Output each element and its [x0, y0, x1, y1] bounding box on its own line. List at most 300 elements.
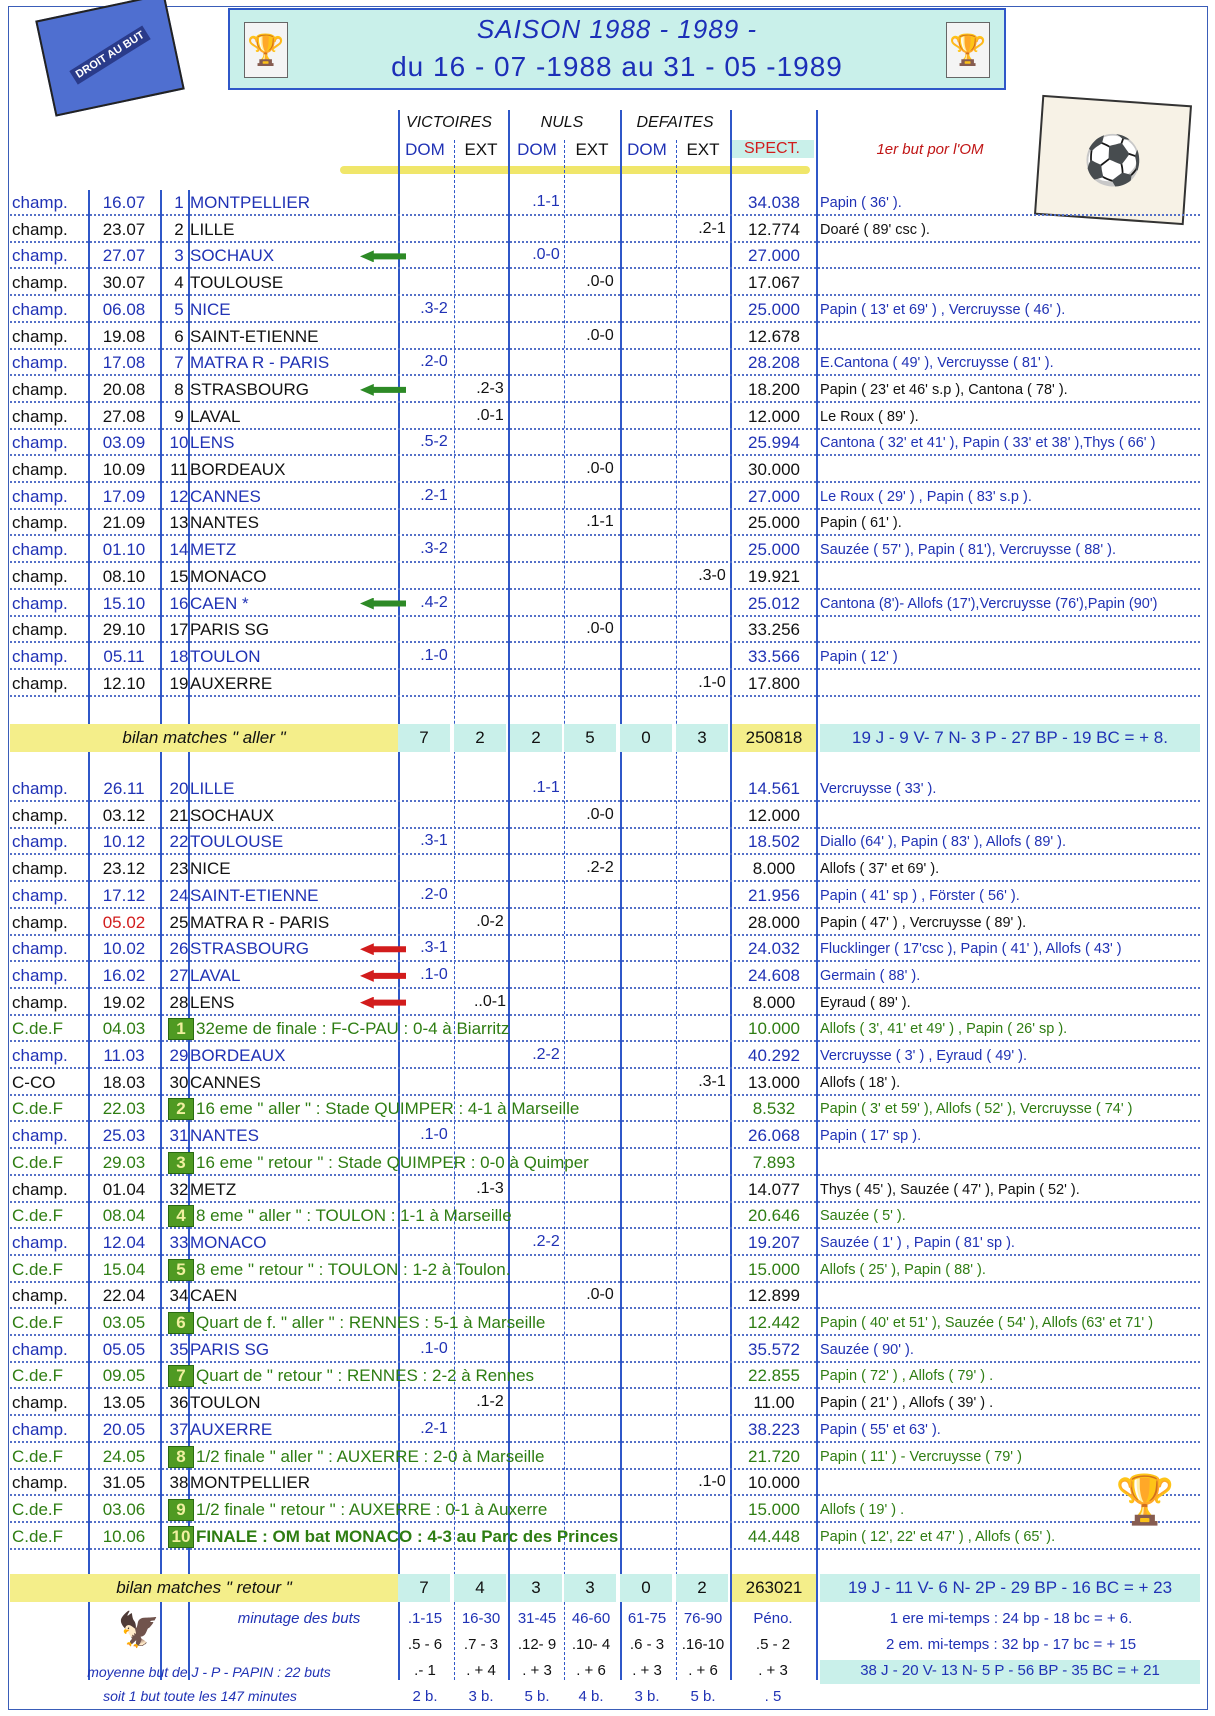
first-goal-scorer: Papin ( 11' ) - Vercruysse ( 79' ) [820, 1448, 1022, 1465]
match-score: .0-0 [532, 246, 560, 264]
match-type: champ. [12, 326, 68, 346]
match-type: champ. [12, 859, 68, 879]
opponent-name: NICE [190, 299, 231, 319]
opponent-name: MATRA R - PARIS [190, 353, 330, 373]
spectators: 17.800 [748, 673, 800, 693]
first-goal-scorer: Flucklinger ( 17'csc ), Papin ( 41' ), Allofs ( 43' ) [820, 941, 1122, 958]
left-arrow-icon [360, 250, 406, 262]
match-date: 10.06 [102, 1526, 146, 1546]
spectators: 20.646 [748, 1206, 800, 1226]
match-type: champ. [12, 1473, 68, 1493]
match-row [10, 217, 1200, 243]
second-half-stats: 2 em. mi-temps : 32 bp - 17 bc = + 15 [885, 1636, 1137, 1653]
match-row [10, 324, 1200, 350]
goal-difference: . + 4 [466, 1662, 496, 1679]
match-number: 35 [169, 1339, 189, 1359]
first-goal-scorer: Allofs ( 3', 41' et 49' ) , Papin ( 26' sp ). [820, 1021, 1068, 1038]
match-row [10, 1043, 1200, 1069]
first-goal-scorer: Papin ( 3' et 59' ), Allofs ( 52' ), Vercruysse ( 74' ) [820, 1101, 1133, 1118]
opponent-name: NICE [190, 859, 231, 879]
match-date: 17.08 [102, 353, 146, 373]
match-date: 03.09 [102, 433, 146, 453]
spectators: 13.000 [748, 1072, 800, 1092]
fans-celebration-illustration: 🏆 [1115, 1473, 1175, 1527]
trophy-icon: 🏆 [244, 22, 288, 78]
first-goal-scorer: Sauzée ( 90' ). [820, 1341, 914, 1358]
match-row [10, 1283, 1200, 1309]
period-label: 46-60 [571, 1610, 611, 1627]
match-row [10, 990, 1200, 1016]
first-goal-scorer: Allofs ( 18' ). [820, 1074, 901, 1091]
match-score: .2-0 [420, 353, 448, 371]
opponent-name: TOULOUSE [190, 273, 284, 293]
match-type: champ. [12, 433, 68, 453]
opponent-name: SAINT-ETIENNE [190, 326, 319, 346]
opponent-name: LENS [190, 433, 235, 453]
match-number: 30 [169, 1072, 189, 1092]
match-number: 26 [169, 939, 189, 959]
match-score: .2-1 [420, 1419, 448, 1437]
period-label: 76-90 [683, 1610, 723, 1627]
spectators: 28.208 [748, 353, 800, 373]
match-date: 08.04 [102, 1206, 146, 1226]
opponent-name: TOULON [190, 646, 261, 666]
match-score: .0-2 [476, 912, 504, 930]
match-date: 10.12 [102, 832, 146, 852]
dom-header: DOM [627, 140, 667, 159]
match-type: champ. [12, 1179, 68, 1199]
match-score: .2-1 [420, 486, 448, 504]
spectators: 14.561 [748, 779, 800, 798]
spectators: 21.720 [748, 1446, 800, 1466]
defaites-header: DEFAITES [636, 114, 714, 131]
match-score: .0-0 [586, 805, 614, 823]
match-score: .0-0 [586, 326, 614, 344]
match-number: 6 [168, 1312, 194, 1334]
bilan-value: 0 [620, 724, 672, 752]
opponent-name: Quart de " retour " : RENNES : 2-2 à Rennes [196, 1366, 535, 1386]
match-date: 23.07 [102, 219, 146, 239]
match-score: .1-0 [420, 965, 448, 983]
first-goal-scorer: Papin ( 36' ). [820, 195, 902, 211]
match-score: .3-1 [420, 832, 448, 850]
match-row [10, 910, 1200, 936]
minutage-label: minutage des buts [237, 1610, 361, 1627]
ext-header: EXT [575, 140, 609, 159]
spectators: 17.067 [748, 273, 800, 293]
match-score: .1-1 [586, 513, 614, 531]
first-goal-scorer: Papin ( 72' ) , Allofs ( 79' ) . [820, 1368, 994, 1385]
spectators: 8.532 [752, 1099, 796, 1119]
match-score: .1-0 [698, 1473, 726, 1491]
spectators: 10.000 [748, 1019, 800, 1039]
opponent-name: LILLE [190, 779, 235, 798]
spectators: 7.893 [752, 1152, 796, 1172]
match-number: 29 [169, 1046, 189, 1065]
match-type: champ. [12, 939, 68, 959]
first-goal-scorer: Vercruysse ( 33' ). [820, 781, 937, 797]
first-goal-scorer: Thys ( 45' ), Sauzée ( 47' ), Papin ( 52' ). [820, 1181, 1080, 1198]
match-row [10, 883, 1200, 909]
match-row [10, 1310, 1200, 1336]
match-type: champ. [12, 273, 68, 293]
opponent-name: 8 eme " retour " : TOULON : 1-2 à Toulon. [196, 1259, 511, 1279]
spectators: 33.566 [748, 646, 800, 666]
goal-difference: . + 6 [688, 1662, 718, 1679]
match-number: 31 [169, 1126, 189, 1146]
opponent-name: LILLE [190, 219, 235, 239]
highlight-bar [340, 166, 810, 174]
period-label: 31-45 [517, 1610, 557, 1627]
bilan-value: 2 [510, 724, 562, 752]
match-number: 4 [174, 273, 184, 293]
match-date: 19.08 [102, 326, 146, 346]
match-type: champ. [12, 965, 68, 985]
opponent-name: SOCHAUX [190, 246, 275, 266]
spectators: 12.774 [748, 219, 800, 239]
opponent-name: TOULOUSE [190, 832, 284, 852]
match-number: 16 [169, 593, 189, 613]
match-date: 20.08 [102, 379, 146, 399]
match-number: 38 [169, 1473, 189, 1493]
match-number: 19 [169, 673, 189, 693]
ext-header: EXT [686, 140, 720, 159]
match-type: champ. [12, 832, 68, 852]
match-date: 03.05 [102, 1313, 146, 1332]
match-row [10, 297, 1200, 323]
first-goal-scorer: Vercruysse ( 3' ) , Eyraud ( 49' ). [820, 1048, 1027, 1064]
first-goal-scorer: Le Roux ( 29' ) , Papin ( 83' s.p ). [820, 488, 1032, 505]
match-row [10, 190, 1200, 216]
match-type: C.de.F [12, 1152, 64, 1172]
match-row [10, 270, 1200, 296]
match-row [10, 856, 1200, 882]
match-date: 05.02 [102, 912, 146, 932]
bilan-summary: 19 J - 9 V- 7 N- 3 P - 27 BP - 19 BC = + 8. [820, 724, 1200, 752]
match-type: champ. [12, 1286, 68, 1306]
ext-header: EXT [464, 140, 498, 159]
match-date: 17.09 [102, 486, 146, 506]
match-score: .5-2 [420, 433, 448, 451]
first-goal-scorer: Cantona ( 32' et 41' ), Papin ( 33' et 38' ),Thys ( 66' ) [820, 435, 1156, 452]
match-row [10, 484, 1200, 510]
match-row [10, 1016, 1200, 1042]
logo-text: DROIT AU BUT [69, 25, 151, 84]
left-arrow-icon [360, 598, 406, 610]
match-number: 3 [174, 246, 184, 266]
goals-for-against: .16-10 [681, 1636, 725, 1653]
papin-average: moyenne but de J - P - PAPIN : 22 buts [87, 1664, 331, 1680]
match-type: champ. [12, 912, 68, 932]
match-type: C.de.F [12, 1526, 64, 1546]
opponent-name: 1/2 finale " aller " : AUXERRE : 2-0 à Marseille [196, 1446, 545, 1466]
opponent-name: STRASBOURG [190, 379, 310, 399]
match-row [10, 1417, 1200, 1443]
opponent-name: 8 eme " aller " : TOULON : 1-1 à Marseille [196, 1206, 512, 1226]
opponent-name: SOCHAUX [190, 805, 275, 825]
match-type: champ. [12, 1339, 68, 1359]
match-row [10, 1470, 1200, 1496]
bilan-value: 3 [676, 724, 728, 752]
match-score: ..0-1 [473, 992, 506, 1010]
match-row [10, 803, 1200, 829]
match-date: 12.04 [102, 1232, 146, 1252]
match-number: 7 [168, 1365, 194, 1387]
season-header [228, 8, 1006, 90]
match-date: 29.10 [102, 620, 146, 640]
match-row [10, 617, 1200, 643]
match-date: 24.05 [102, 1446, 146, 1466]
opponent-name: NANTES [190, 513, 259, 533]
match-row [10, 1524, 1200, 1550]
match-type: champ. [12, 1126, 68, 1146]
bilan-value: 5 [564, 724, 616, 752]
match-type: champ. [12, 219, 68, 239]
opponent-name: MONTPELLIER [190, 193, 310, 212]
match-row [10, 1177, 1200, 1203]
match-date: 29.03 [102, 1152, 146, 1172]
spectators: 11.00 [753, 1393, 795, 1413]
spectators: 34.038 [748, 193, 800, 212]
match-score: .1-0 [420, 646, 448, 664]
match-date: 17.12 [102, 885, 146, 905]
match-score: .3-0 [698, 566, 726, 584]
first-goal-header: 1er but por l'OM [876, 141, 984, 158]
opponent-name: 16 eme " retour " : Stade QUIMPER : 0-0 à Quimper [196, 1152, 589, 1172]
spectators: 24.032 [748, 939, 800, 959]
match-number: 25 [169, 912, 189, 932]
match-row [10, 564, 1200, 590]
match-row [10, 1123, 1200, 1149]
opponent-name: CANNES [190, 1072, 261, 1092]
match-score: .3-2 [420, 540, 448, 558]
first-goal-scorer: Papin ( 23' et 46' s.p ), Cantona ( 78' ). [820, 381, 1068, 398]
opponent-name: TOULON [190, 1393, 261, 1413]
match-number: 24 [169, 885, 189, 905]
match-type: C.de.F [12, 1099, 64, 1119]
bilan-spectators: 263021 [732, 1574, 816, 1602]
dom-header: DOM [517, 140, 557, 159]
first-goal-scorer: Sauzée ( 5' ). [820, 1208, 906, 1225]
first-goal-scorer: Papin ( 17' sp ). [820, 1128, 922, 1145]
match-row [10, 936, 1200, 962]
first-goal-scorer: Papin ( 41' sp ) , Förster ( 56' ). [820, 887, 1020, 904]
match-row [10, 404, 1200, 430]
match-row [10, 243, 1200, 269]
spectators: 12.442 [748, 1313, 800, 1332]
opponent-name: BORDEAUX [190, 1046, 286, 1065]
nuls-header: NULS [540, 114, 584, 131]
match-date: 06.08 [102, 299, 146, 319]
match-type: champ. [12, 379, 68, 399]
opponent-name: LAVAL [190, 965, 241, 985]
match-type: champ. [12, 620, 68, 640]
match-number: 23 [169, 859, 189, 879]
bilan-aller [10, 724, 1200, 752]
match-row [10, 1390, 1200, 1416]
bilan-value: 2 [454, 724, 506, 752]
match-score: .2-3 [476, 379, 504, 397]
goalkeeper-illustration: ⚽ [1034, 95, 1192, 225]
match-number: 34 [169, 1286, 189, 1306]
spectators: 12.678 [748, 326, 800, 346]
goals-for-against: .7 - 3 [463, 1636, 499, 1653]
match-date: 15.04 [102, 1259, 146, 1279]
opponent-name: 1/2 finale " retour " : AUXERRE : 0-1 à Auxerre [196, 1499, 548, 1519]
opponent-name: Quart de f. " aller " : RENNES : 5-1 à Marseille [196, 1313, 546, 1332]
bilan-spectators: 250818 [732, 724, 816, 752]
match-row [10, 644, 1200, 670]
match-number: 11 [170, 460, 188, 479]
first-goal-scorer: Sauzée ( 1' ) , Papin ( 81' sp ). [820, 1234, 1015, 1251]
match-score: .1-1 [532, 193, 560, 210]
first-goal-scorer: Papin ( 12' ) [820, 648, 898, 665]
match-row [10, 829, 1200, 855]
match-type: C.de.F [12, 1259, 64, 1279]
spectators: 18.502 [748, 832, 800, 852]
spectators: 19.207 [748, 1232, 800, 1252]
match-number: 14 [169, 540, 189, 560]
dom-header: DOM [405, 140, 445, 159]
opponent-name: AUXERRE [190, 673, 273, 693]
opponent-name: METZ [190, 540, 237, 560]
first-goal-scorer: Papin ( 47' ) , Vercruysse ( 89' ). [820, 914, 1027, 931]
opponent-name: CAEN [190, 1286, 238, 1306]
spectators: 44.448 [748, 1526, 800, 1546]
match-number: 20 [169, 779, 189, 798]
match-number: 10 [168, 1526, 194, 1548]
opponent-name: MONTPELLIER [190, 1473, 310, 1493]
match-type: champ. [12, 246, 68, 266]
match-row [10, 776, 1200, 802]
spectators: 8.000 [752, 859, 796, 879]
match-date: 23.12 [102, 859, 146, 879]
spectators: 26.068 [748, 1126, 800, 1146]
match-date: 15.10 [102, 593, 146, 613]
opponent-name: FINALE : OM bat MONACO : 4-3 au Parc des Princes [196, 1526, 619, 1546]
match-score: .1-0 [698, 673, 726, 691]
match-number: 22 [169, 832, 189, 852]
match-date: 04.03 [102, 1019, 146, 1039]
goals-for-against: .12- 9 [517, 1636, 557, 1653]
match-type: champ. [12, 805, 68, 825]
match-score: .1-3 [476, 1179, 504, 1197]
season-summary: 38 J - 20 V- 13 N- 5 P - 56 BP - 35 BC = + 21 [820, 1660, 1200, 1684]
match-number: 1 [168, 1018, 194, 1040]
first-goal-scorer: Allofs ( 37' et 69' ). [820, 861, 940, 878]
match-type: champ. [12, 566, 68, 586]
spectators: 19.921 [748, 566, 800, 586]
spectators: 38.223 [748, 1419, 800, 1439]
match-date: 21.09 [102, 513, 146, 533]
match-type: champ. [12, 486, 68, 506]
bilan-value: 3 [564, 1574, 616, 1602]
match-row [10, 1070, 1200, 1096]
first-goal-scorer: Sauzée ( 57' ), Papin ( 81'), Vercruysse ( 88' ). [820, 542, 1117, 559]
spectators: 25.000 [748, 540, 800, 560]
papin-goals: 4 b. [578, 1688, 604, 1705]
match-number: 15 [169, 566, 189, 586]
match-score: .3-1 [420, 939, 448, 957]
victoires-header: VICTOIRES [406, 114, 492, 131]
spectators: 25.000 [748, 299, 800, 319]
match-date: 27.08 [102, 406, 146, 426]
match-number: 27 [169, 965, 189, 985]
first-half-stats: 1 ere mi-temps : 24 bp - 18 bc = + 6. [889, 1610, 1133, 1627]
spectators-header: SPECT. [730, 140, 814, 158]
bilan-value: 7 [398, 1574, 450, 1602]
match-type: champ. [12, 460, 68, 479]
spectators: 40.292 [748, 1046, 800, 1065]
match-number: 21 [169, 805, 189, 825]
match-date: 01.04 [102, 1179, 146, 1199]
match-date: 03.12 [102, 805, 146, 825]
match-score: .3-1 [698, 1072, 726, 1090]
match-number: 9 [168, 1499, 194, 1521]
spectators: 28.000 [748, 912, 800, 932]
match-number: 33 [169, 1232, 189, 1252]
match-row [10, 591, 1200, 617]
spectators: 18.200 [748, 379, 800, 399]
match-row [10, 671, 1200, 697]
match-number: 32 [169, 1179, 189, 1199]
left-arrow-icon [360, 997, 406, 1009]
match-type: champ. [12, 992, 68, 1012]
match-date: 19.02 [102, 992, 146, 1012]
match-score: .1-0 [420, 1339, 448, 1357]
spectators: 14.077 [748, 1179, 800, 1199]
opponent-name: 32eme de finale : F-C-PAU : 0-4 à Biarritz [196, 1019, 510, 1039]
match-row [10, 1444, 1200, 1470]
spectators: 30.000 [748, 460, 800, 479]
match-row [10, 1230, 1200, 1256]
match-date: 20.05 [102, 1419, 146, 1439]
first-goal-scorer: Eyraud ( 89' ). [820, 994, 911, 1011]
match-score: .0-0 [586, 1286, 614, 1304]
papin-goals: 2 b. [412, 1688, 438, 1705]
match-date: 03.06 [102, 1499, 146, 1519]
opponent-name: 16 eme " aller " : Stade QUIMPER : 4-1 à Marseille [196, 1099, 580, 1119]
match-row [10, 1363, 1200, 1389]
match-number: 8 [174, 379, 184, 399]
match-row [10, 377, 1200, 403]
match-row [10, 510, 1200, 536]
opponent-name: CAEN * [190, 593, 249, 613]
papin-goals: . 5 [764, 1688, 782, 1705]
match-row [10, 1337, 1200, 1363]
match-type: champ. [12, 1419, 68, 1439]
match-number: 28 [169, 992, 189, 1012]
bilan-retour-label: bilan matches " retour " [10, 1574, 398, 1602]
bilan-value: 7 [398, 724, 450, 752]
first-goal-scorer: Le Roux ( 89' ). [820, 408, 919, 425]
bilan-retour [10, 1574, 1200, 1602]
period-label: .1-15 [407, 1610, 443, 1627]
match-type: champ. [12, 406, 68, 426]
match-date: 09.05 [102, 1366, 146, 1386]
match-score: .1-1 [532, 779, 560, 796]
match-number: 13 [169, 513, 189, 533]
match-type: C.de.F [12, 1313, 64, 1332]
match-score: .2-2 [532, 1046, 560, 1063]
match-date: 16.02 [102, 965, 146, 985]
spectators: 8.000 [752, 992, 796, 1012]
match-type: C.de.F [12, 1019, 64, 1039]
match-type: champ. [12, 646, 68, 666]
match-date: 05.05 [102, 1339, 146, 1359]
first-goal-scorer: Germain ( 88' ). [820, 967, 921, 984]
match-type: champ. [12, 673, 68, 693]
